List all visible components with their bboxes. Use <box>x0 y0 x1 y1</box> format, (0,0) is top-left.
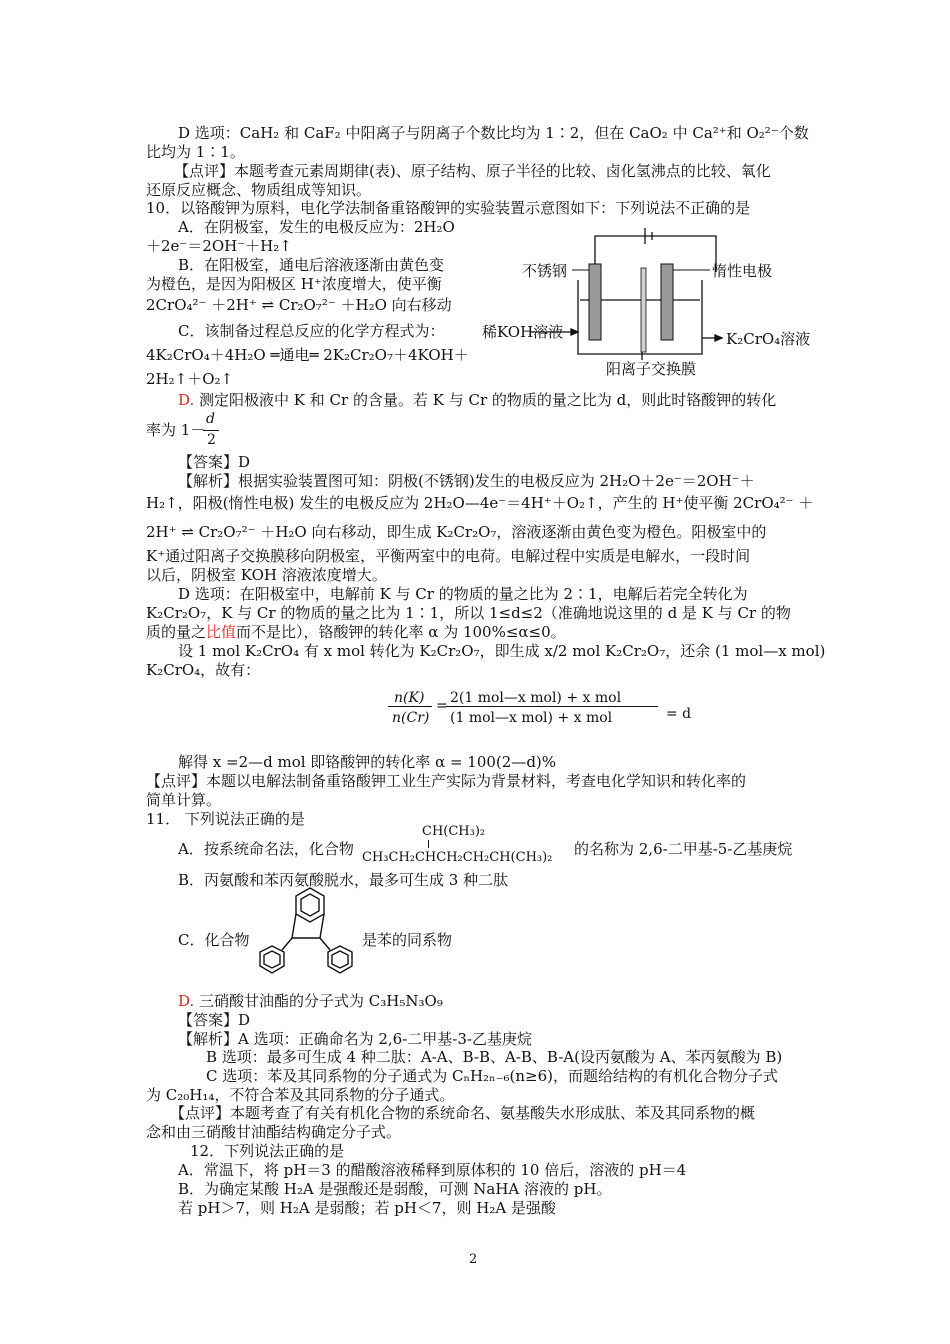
electrolysis-apparatus <box>470 222 830 372</box>
label-stainless-steel: 不锈钢 <box>522 262 568 280</box>
line: K⁺通过阳离子交换膜移向阴极室，平衡两室中的电荷。电解过程中实质是电解水，一段时间 <box>146 547 751 565</box>
answer: 【答案】D <box>178 453 251 471</box>
line: H₂↑，阳极(惰性电极) 发生的电极反应为 2H₂O—4e⁻＝4H⁺＋O₂↑，产生的 H⁺使平衡 2CrO₄²⁻ ＋ <box>146 494 814 512</box>
option-a: A．按系统命名法，化合物 <box>178 840 354 858</box>
option-c-tail: 是苯的同系物 <box>362 931 453 949</box>
eq-denominator: (1 mol—x mol) + x mol <box>450 710 613 726</box>
line: 为 C₂₀H₁₄，不符合苯及其同系物的分子通式。 <box>146 1086 455 1104</box>
option-d-text: 测定阳极液中 K 和 Cr 的含量。若 K 与 Cr 的物质的量之比为 d，则此时铬酸钾的转化 <box>194 391 777 409</box>
line: K₂Cr₂O₇，K 与 Cr 的物质的量之比为 1∶1，所以 1≤d≤2（准确地说这里的 d 是 K 与 Cr 的物 <box>146 604 791 622</box>
page-number: 2 <box>469 1252 478 1267</box>
option-d <box>178 992 443 1010</box>
struct-chain: CH₃CH₂CHCH₂CH₂CH(CH₃)₂ <box>362 850 553 865</box>
option-b: B．为确定某酸 H₂A 是强酸还是弱酸，可测 NaHA 溶液的 pH。 <box>178 1180 612 1198</box>
label-k2cro4: K₂CrO₄溶液 <box>726 330 811 348</box>
option-a: A．常温下，将 pH＝3 的醋酸溶液稀释到原体积的 10 倍后，溶液的 pH＝4 <box>178 1161 687 1179</box>
line: D 选项：在阳极室中，电解前 K 与 Cr 的物质的量之比为 2∶1，电解后若完全转化为 <box>178 585 748 603</box>
option-a-tail: 的名称为 2,6-二甲基-5-乙基庚烷 <box>574 840 793 858</box>
line: 念和由三硝酸甘油酯结构确定分子式。 <box>146 1123 402 1141</box>
label-dilute-koh: 稀KOH溶液 <box>482 323 564 341</box>
option-c: C．化合物 <box>178 931 250 949</box>
comment-line: 【点评】本题考查元素周期律(表)、原子结构、原子半径的比较、卤化氢沸点的比较、氧化 <box>174 162 771 180</box>
eq-ncr: n(Cr) <box>392 710 430 726</box>
fraction-denominator: 2 <box>207 432 216 448</box>
option-d-label: D. <box>178 391 195 409</box>
eq-numerator: 2(1 mol—x mol) + x mol <box>450 690 622 706</box>
cathode-steel <box>589 264 601 340</box>
line: ＋2e⁻＝2OH⁻＋H₂↑ <box>146 237 292 255</box>
line: 2H₂↑＋O₂↑ <box>146 370 234 388</box>
text: 而不是比），铬酸钾的转化率 α 为 100%≤α≤0。 <box>236 623 566 641</box>
line: 解得 x =2—d mol 即铬酸钾的转化率 α = 100(2—d)% <box>178 753 557 771</box>
comment-line: 【点评】本题考查了有关有机化合物的系统命名、氨基酸失水形成肽、苯及其同系物的概 <box>170 1104 756 1122</box>
line: 若 pH＞7，则 H₂A 是弱酸；若 pH＜7，则 H₂A 是强酸 <box>178 1199 556 1217</box>
eq-nk: n(K) <box>394 690 425 706</box>
option-c: C．该制备过程总反应的化学方程式为： <box>178 322 445 340</box>
option-b: B．丙氨酸和苯丙氨酸脱水，最多可生成 3 种二肽 <box>178 871 509 889</box>
line: 简单计算。 <box>146 791 222 809</box>
line: D 选项：CaH₂ 和 CaF₂ 中阳离子与阴离子个数比均为 1∶2，但在 CaO₂ 中 Ca²⁺和 O₂²⁻个数 <box>178 124 809 142</box>
text: 质的量之 <box>146 623 207 641</box>
line: 2H⁺ ⇌ Cr₂O₇²⁻ ＋H₂O 向右移动，即生成 K₂Cr₂O₇，溶液逐渐由黄色变为橙色。阳极室中的 <box>146 523 767 541</box>
option-a: A．在阴极室，发生的电极反应为：2H₂O <box>178 218 455 236</box>
label-membrane: 阳离子交换膜 <box>606 360 697 378</box>
eq-bar-2 <box>446 706 658 707</box>
option-d-label: D. <box>178 992 195 1010</box>
option-d-text: 三硝酸甘油酯的分子式为 C₃H₅N₃O₉ <box>194 992 443 1010</box>
fraction-numerator: d <box>206 411 215 427</box>
question-11: 11． 下列说法正确的是 <box>146 810 305 828</box>
anode-inert <box>661 264 673 340</box>
label-inert-electrode: 惰性电极 <box>712 262 773 280</box>
line: 设 1 mol K₂CrO₄ 有 x mol 转化为 K₂Cr₂O₇，即生成 x/2 mol K₂Cr₂O₇，还余 (1 mol—x mol) <box>178 642 826 660</box>
equilibrium-line: 2CrO₄²⁻ ＋2H⁺ ⇌ Cr₂O₇²⁻ ＋H₂O 向右移动 <box>146 296 452 314</box>
struct-branch: CH(CH₃)₂ <box>422 824 486 839</box>
comment-line: 【点评】本题以电解法制备重铬酸钾工业生产实际为背景材料，考查电化学知识和转化率的 <box>146 772 747 790</box>
line: 为橙色，是因为阳极区 H⁺浓度增大，使平衡 <box>146 275 442 293</box>
equation-line: 4K₂CrO₄＋4H₂O ═通电═ 2K₂Cr₂O₇＋4KOH＋ <box>146 346 469 364</box>
eq-bar-1 <box>388 706 432 707</box>
struct-bond <box>428 840 429 848</box>
line: C 选项：苯及其同系物的分子通式为 CₙH₂ₙ₋₆(n≥6)，而题给结构的有机化合物分子式 <box>206 1067 778 1085</box>
triptycene-structure <box>254 886 362 986</box>
fraction-bar <box>203 430 219 431</box>
line: 以后，阴极室 KOH 溶液浓度增大。 <box>146 566 387 584</box>
eq-result: = d <box>666 706 692 722</box>
analysis-line: 【解析】A 选项：正确命名为 2,6-二甲基-3-乙基庚烷 <box>178 1030 532 1048</box>
analysis-line: 【解析】根据实验装置图可知：阴极(不锈钢)发生的电极反应为 2H₂O＋2e⁻＝2OH⁻＋ <box>178 472 755 490</box>
option-b: B．在阳极室，通电后溶液逐渐由黄色变 <box>178 256 445 274</box>
line: 率为 1－ <box>146 421 206 439</box>
line: K₂CrO₄，故有： <box>146 661 261 679</box>
line <box>146 623 566 641</box>
line: 比均为 1∶1。 <box>146 143 245 161</box>
highlight-text: 比值 <box>206 623 237 641</box>
question-12: 12．下列说法正确的是 <box>190 1142 345 1160</box>
answer: 【答案】D <box>178 1011 251 1029</box>
ion-exchange-membrane <box>641 268 646 352</box>
line: 还原反应概念、物质组成等知识。 <box>146 181 372 199</box>
option-d <box>178 391 776 409</box>
line: B 选项：最多可生成 4 种二肽：A-A、B-B、A-B、B-A(设丙氨酸为 A、苯丙氨酸为 B) <box>206 1048 783 1066</box>
eq-equals: = <box>436 698 448 714</box>
question-10: 10．以铬酸钾为原料，电化学法制备重铬酸钾的实验装置示意图如下：下列说法不正确的是 <box>146 199 751 217</box>
